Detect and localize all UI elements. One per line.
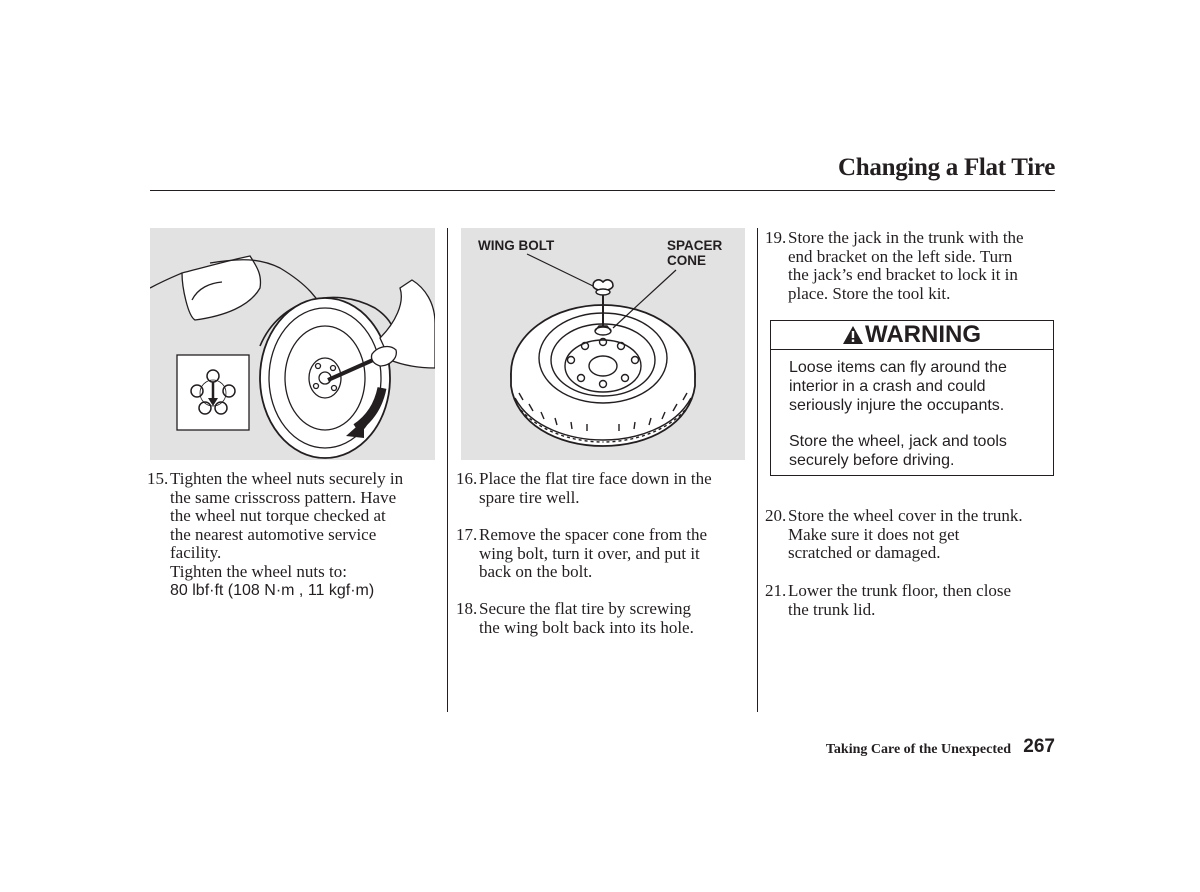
label-wing-bolt: WING BOLT xyxy=(478,238,555,253)
step-18-line: Secure the flat tire by screwing xyxy=(479,599,691,618)
warning-line: interior in a crash and could xyxy=(789,377,986,395)
step-17-number: 17. xyxy=(456,525,478,544)
warning-box xyxy=(770,320,1054,476)
step-19 xyxy=(765,229,1060,303)
spare-tire-illustration xyxy=(461,228,745,460)
step-17-line: wing bolt, turn it over, and put it xyxy=(479,543,700,563)
warning-triangle-icon xyxy=(843,326,863,344)
step-20-number: 20. xyxy=(765,506,787,525)
step-15-line: facility. xyxy=(170,543,222,563)
figure-spare-tire-well xyxy=(461,228,745,460)
step-20-line: Store the wheel cover in the trunk. xyxy=(788,506,1023,525)
step-20-line: scratched or damaged. xyxy=(788,543,941,563)
step-15-number: 15. xyxy=(147,469,169,488)
warning-paragraph-2 xyxy=(789,433,1049,471)
step-15-line: Tighten the wheel nuts securely in xyxy=(170,469,404,488)
step-21-number: 21. xyxy=(765,581,787,600)
warning-line: seriously injure the occupants. xyxy=(789,396,1005,414)
label-spacer-cone-line1: SPACER xyxy=(667,238,723,253)
step-21 xyxy=(765,582,1060,619)
step-16-line: Place the flat tire face down in the xyxy=(479,469,712,488)
step-18 xyxy=(456,600,751,637)
label-spacer-cone-line2: CONE xyxy=(667,253,707,268)
step-15 xyxy=(147,470,437,600)
step-17-line: back on the bolt. xyxy=(479,562,593,582)
step-19-line: Store the jack in the trunk with the xyxy=(788,228,1024,247)
step-19-line: place. Store the tool kit. xyxy=(788,283,951,303)
step-19-line: end bracket on the left side. Turn xyxy=(788,246,1013,266)
torque-spec: 80 lbf·ft (108 N·m , 11 kgf·m) xyxy=(170,581,375,599)
step-16-number: 16. xyxy=(456,469,478,488)
step-17-line: Remove the spacer cone from the xyxy=(479,525,707,544)
tire-wrench-illustration xyxy=(150,228,435,460)
warning-line: Loose items can fly around the xyxy=(789,359,1007,376)
step-15-line: the wheel nut torque checked at xyxy=(170,506,386,526)
step-15-line: the same crisscross pattern. Have xyxy=(170,487,397,507)
step-15-line: Tighten the wheel nuts to: xyxy=(170,561,347,581)
warning-heading: WARNING xyxy=(865,321,981,348)
step-18-line: the wing bolt back into its hole. xyxy=(479,617,694,637)
step-16 xyxy=(456,470,751,507)
warning-line: Store the wheel, jack and tools xyxy=(789,433,1007,450)
column-divider-2 xyxy=(757,228,758,712)
header-rule xyxy=(150,190,1055,191)
column-divider-1 xyxy=(447,228,448,712)
figure-tighten-wheel-nuts xyxy=(150,228,435,460)
step-19-number: 19. xyxy=(765,228,787,247)
page-number: 267 xyxy=(1023,736,1055,757)
step-15-line: the nearest automotive service xyxy=(170,524,377,544)
step-18-number: 18. xyxy=(456,599,478,618)
step-19-line: the jack’s end bracket to lock it in xyxy=(788,265,1018,285)
warning-paragraph-1 xyxy=(789,359,1049,415)
step-20-line: Make sure it does not get xyxy=(788,524,960,544)
step-17 xyxy=(456,526,751,582)
warning-header xyxy=(771,321,1053,350)
step-21-line: Lower the trunk floor, then close xyxy=(788,581,1012,600)
step-16-line: spare tire well. xyxy=(479,487,580,507)
step-20 xyxy=(765,507,1060,563)
footer-section-title: Taking Care of the Unexpected xyxy=(825,742,1011,757)
step-21-line: the trunk lid. xyxy=(788,599,876,619)
warning-line: securely before driving. xyxy=(789,451,955,469)
page-title: Changing a Flat Tire xyxy=(838,154,1055,181)
